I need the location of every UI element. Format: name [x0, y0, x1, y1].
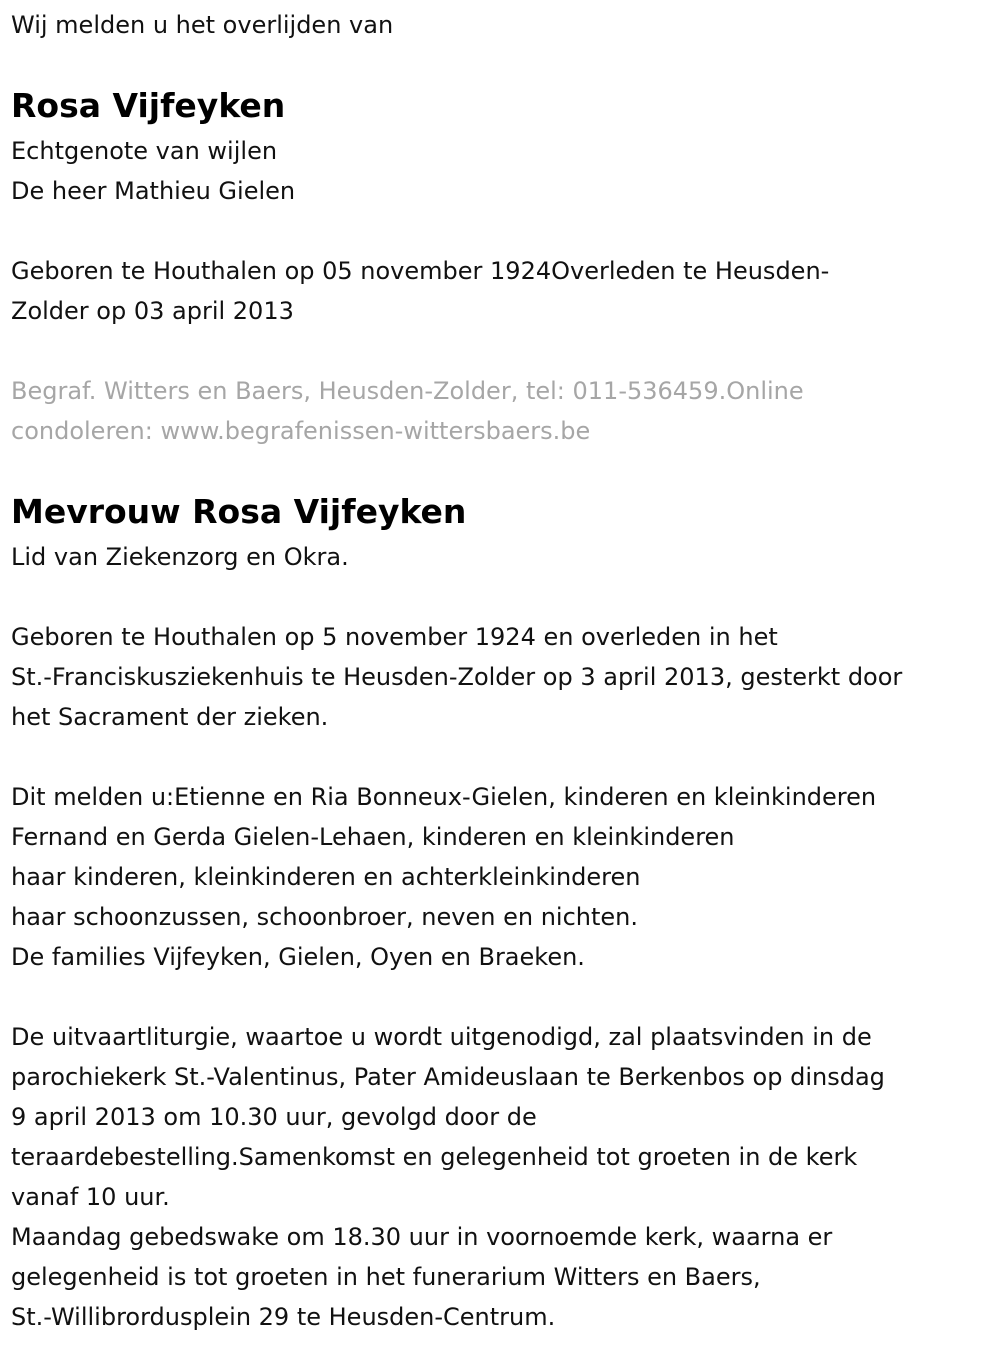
- birth-death-block: [11, 617, 1000, 737]
- membership-block: [11, 537, 1000, 577]
- relation-block: [11, 131, 1000, 211]
- full-name-heading: Mevrouw Rosa Vijfeyken: [11, 492, 467, 531]
- service-line: vanaf 10 uur.: [11, 1183, 170, 1211]
- funeral-home-block: [11, 371, 1000, 451]
- family-line: haar kinderen, kleinkinderen en achterkleinkinderen: [11, 863, 641, 891]
- birth-death-line: St.-Franciskusziekenhuis te Heusden-Zolder op 3 april 2013, gesterkt door: [11, 663, 903, 691]
- relation-line: Echtgenote van wijlen: [11, 137, 278, 165]
- service-line: St.-Willibrordusplein 29 te Heusden-Centrum.: [11, 1303, 556, 1331]
- family-block: [11, 777, 1000, 977]
- birth-death-line: het Sacrament der zieken.: [11, 703, 329, 731]
- relation-line: De heer Mathieu Gielen: [11, 177, 296, 205]
- service-block: [11, 1017, 1000, 1337]
- dates-block: [11, 251, 1000, 331]
- service-line: Maandag gebedswake om 18.30 uur in voornoemde kerk, waarna er: [11, 1223, 833, 1251]
- deceased-name-heading: Rosa Vijfeyken: [11, 86, 286, 125]
- birth-death-line: Geboren te Houthalen op 5 november 1924 en overleden in het: [11, 623, 778, 651]
- service-line: De uitvaartliturgie, waartoe u wordt uitgenodigd, zal plaatsvinden in de: [11, 1023, 872, 1051]
- service-line: teraardebestelling.Samenkomst en gelegenheid tot groeten in de kerk: [11, 1143, 858, 1171]
- intro-text: Wij melden u het overlijden van: [11, 11, 394, 39]
- membership-line: Lid van Ziekenzorg en Okra.: [11, 543, 349, 571]
- family-line: Fernand en Gerda Gielen-Lehaen, kinderen en kleinkinderen: [11, 823, 735, 851]
- family-line: haar schoonzussen, schoonbroer, neven en nichten.: [11, 903, 638, 931]
- service-line: parochiekerk St.-Valentinus, Pater Amideuslaan te Berkenbos op dinsdag: [11, 1063, 885, 1091]
- family-line: Dit melden u:Etienne en Ria Bonneux-Gielen, kinderen en kleinkinderen: [11, 783, 877, 811]
- dates-line: Geboren te Houthalen op 05 november 1924Overleden te Heusden-: [11, 257, 830, 285]
- funeral-home-line: Begraf. Witters en Baers, Heusden-Zolder, tel: 011-536459.Online: [11, 377, 804, 405]
- service-line: 9 april 2013 om 10.30 uur, gevolgd door de: [11, 1103, 537, 1131]
- service-line: gelegenheid is tot groeten in het funerarium Witters en Baers,: [11, 1263, 761, 1291]
- dates-line: Zolder op 03 april 2013: [11, 297, 294, 325]
- funeral-home-line: condoleren: www.begrafenissen-wittersbaers.be: [11, 417, 591, 445]
- family-line: De families Vijfeyken, Gielen, Oyen en Braeken.: [11, 943, 585, 971]
